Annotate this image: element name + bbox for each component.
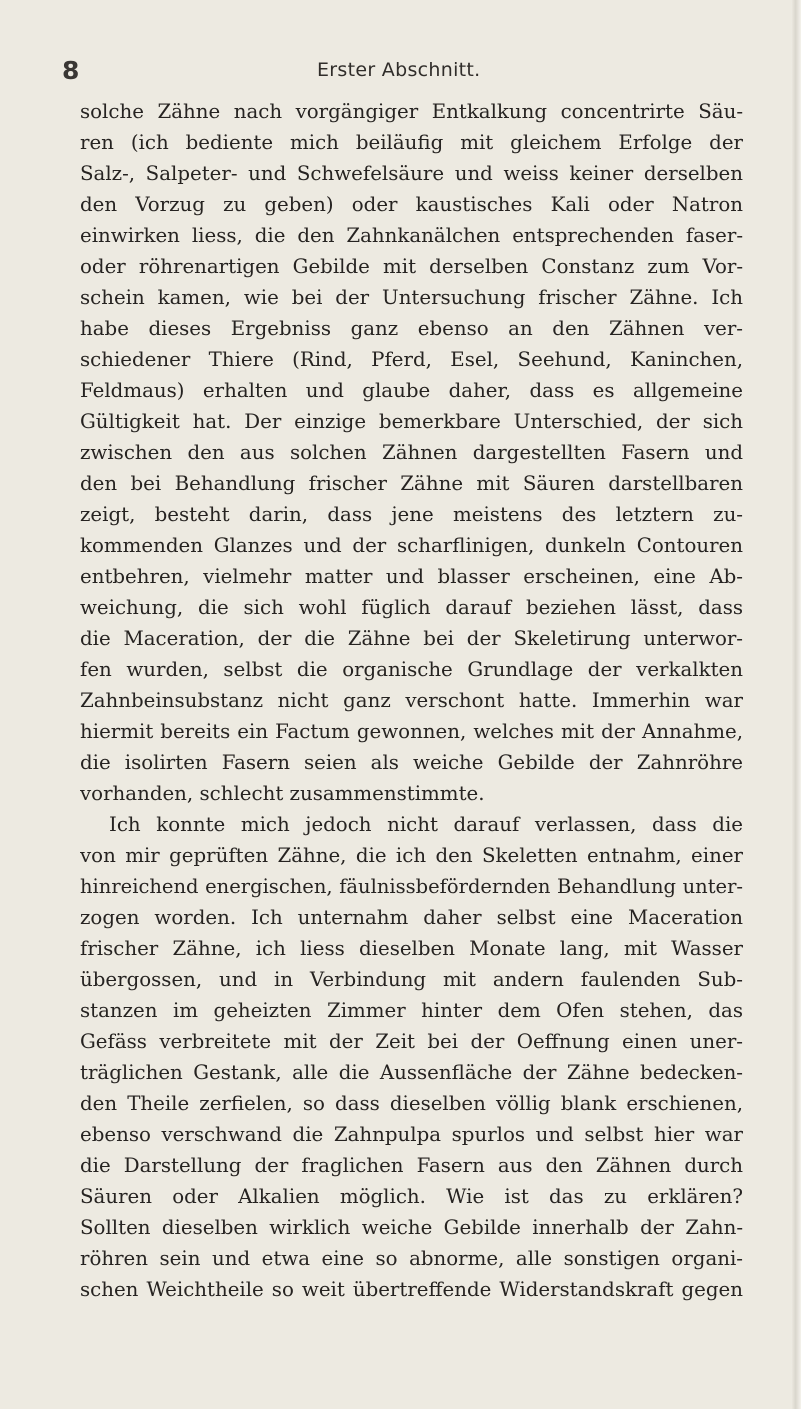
- text-line: die Maceration, der die Zähne bei der Skeletirung unterwor-: [80, 627, 743, 650]
- text-line: ren (ich bediente mich beiläufig mit gleichem Erfolge der: [80, 131, 743, 154]
- page-edge-shadow: [791, 0, 801, 1409]
- text-line: entbehren, vielmehr matter und blasser erscheinen, eine Ab-: [80, 565, 743, 588]
- text-line: zwischen den aus solchen Zähnen dargestellten Fasern und: [80, 441, 743, 464]
- text-line: einwirken liess, die den Zahnkanälchen entsprechenden faser-: [80, 224, 743, 247]
- text-line: Sollten dieselben wirklich weiche Gebilde innerhalb der Zahn-: [80, 1216, 743, 1239]
- text-line: zeigt, besteht darin, dass jene meistens des letztern zu-: [80, 503, 743, 526]
- paragraph-start-line: Ich konnte mich jedoch nicht darauf verlassen, dass die: [109, 813, 743, 836]
- text-line: Salz-, Salpeter- und Schwefelsäure und weiss keiner derselben: [80, 162, 743, 185]
- text-line: Säuren oder Alkalien möglich. Wie ist das zu erklären?: [80, 1185, 743, 1208]
- text-line: hiermit bereits ein Factum gewonnen, welches mit der Annahme,: [80, 720, 743, 743]
- text-line: Gültigkeit hat. Der einzige bemerkbare Unterschied, der sich: [80, 410, 743, 433]
- text-line: weichung, die sich wohl füglich darauf beziehen lässt, dass: [80, 596, 743, 619]
- text-line: schein kamen, wie bei der Untersuchung frischer Zähne. Ich: [80, 286, 743, 309]
- text-line: oder röhrenartigen Gebilde mit derselben Constanz zum Vor-: [80, 255, 743, 278]
- text-line: von mir geprüften Zähne, die ich den Skeletten entnahm, einer: [80, 844, 743, 867]
- text-line: schiedener Thiere (Rind, Pferd, Esel, Seehund, Kaninchen,: [80, 348, 743, 371]
- text-line: schen Weichtheile so weit übertreffende Widerstandskraft gegen: [80, 1278, 743, 1301]
- text-line: Gefäss verbreitete mit der Zeit bei der Oeffnung einen uner-: [80, 1030, 743, 1053]
- text-line: die isolirten Fasern seien als weiche Gebilde der Zahnröhre: [80, 751, 743, 774]
- text-line: übergossen, und in Verbindung mit andern faulenden Sub-: [80, 968, 743, 991]
- text-line: solche Zähne nach vorgängiger Entkalkung concentrirte Säu-: [80, 100, 743, 123]
- text-line: Zahnbeinsubstanz nicht ganz verschont hatte. Immerhin war: [80, 689, 743, 712]
- text-body: [80, 96, 743, 1305]
- text-line: hinreichend energischen, fäulnissbefördernden Behandlung unter-: [80, 875, 743, 898]
- text-line: die Darstellung der fraglichen Fasern aus den Zähnen durch: [80, 1154, 743, 1177]
- text-line: träglichen Gestank, alle die Aussenfläche der Zähne bedecken-: [80, 1061, 743, 1084]
- text-line: den bei Behandlung frischer Zähne mit Säuren darstellbaren: [80, 472, 743, 495]
- section-title: Erster Abschnitt.: [317, 59, 481, 81]
- text-line: ebenso verschwand die Zahnpulpa spurlos und selbst hier war: [80, 1123, 743, 1146]
- paragraph-end-line: vorhanden, schlecht zusammenstimmte.: [80, 782, 485, 805]
- text-line: stanzen im geheizten Zimmer hinter dem Ofen stehen, das: [80, 999, 743, 1022]
- text-line: den Theile zerfielen, so dass dieselben völlig blank erschienen,: [80, 1092, 743, 1115]
- text-line: fen wurden, selbst die organische Grundlage der verkalkten: [80, 658, 743, 681]
- text-line: habe dieses Ergebniss ganz ebenso an den Zähnen ver-: [80, 317, 743, 340]
- text-line: Feldmaus) erhalten und glaube daher, dass es allgemeine: [80, 379, 743, 402]
- running-head: [62, 56, 682, 86]
- text-line: kommenden Glanzes und der scharflinigen, dunkeln Contouren: [80, 534, 743, 557]
- text-line: zogen worden. Ich unternahm daher selbst eine Maceration: [80, 906, 743, 929]
- text-line: röhren sein und etwa eine so abnorme, alle sonstigen organi-: [80, 1247, 743, 1270]
- page-number: 8: [62, 56, 80, 85]
- text-line: den Vorzug zu geben) oder kaustisches Kali oder Natron: [80, 193, 743, 216]
- text-line: frischer Zähne, ich liess dieselben Monate lang, mit Wasser: [80, 937, 743, 960]
